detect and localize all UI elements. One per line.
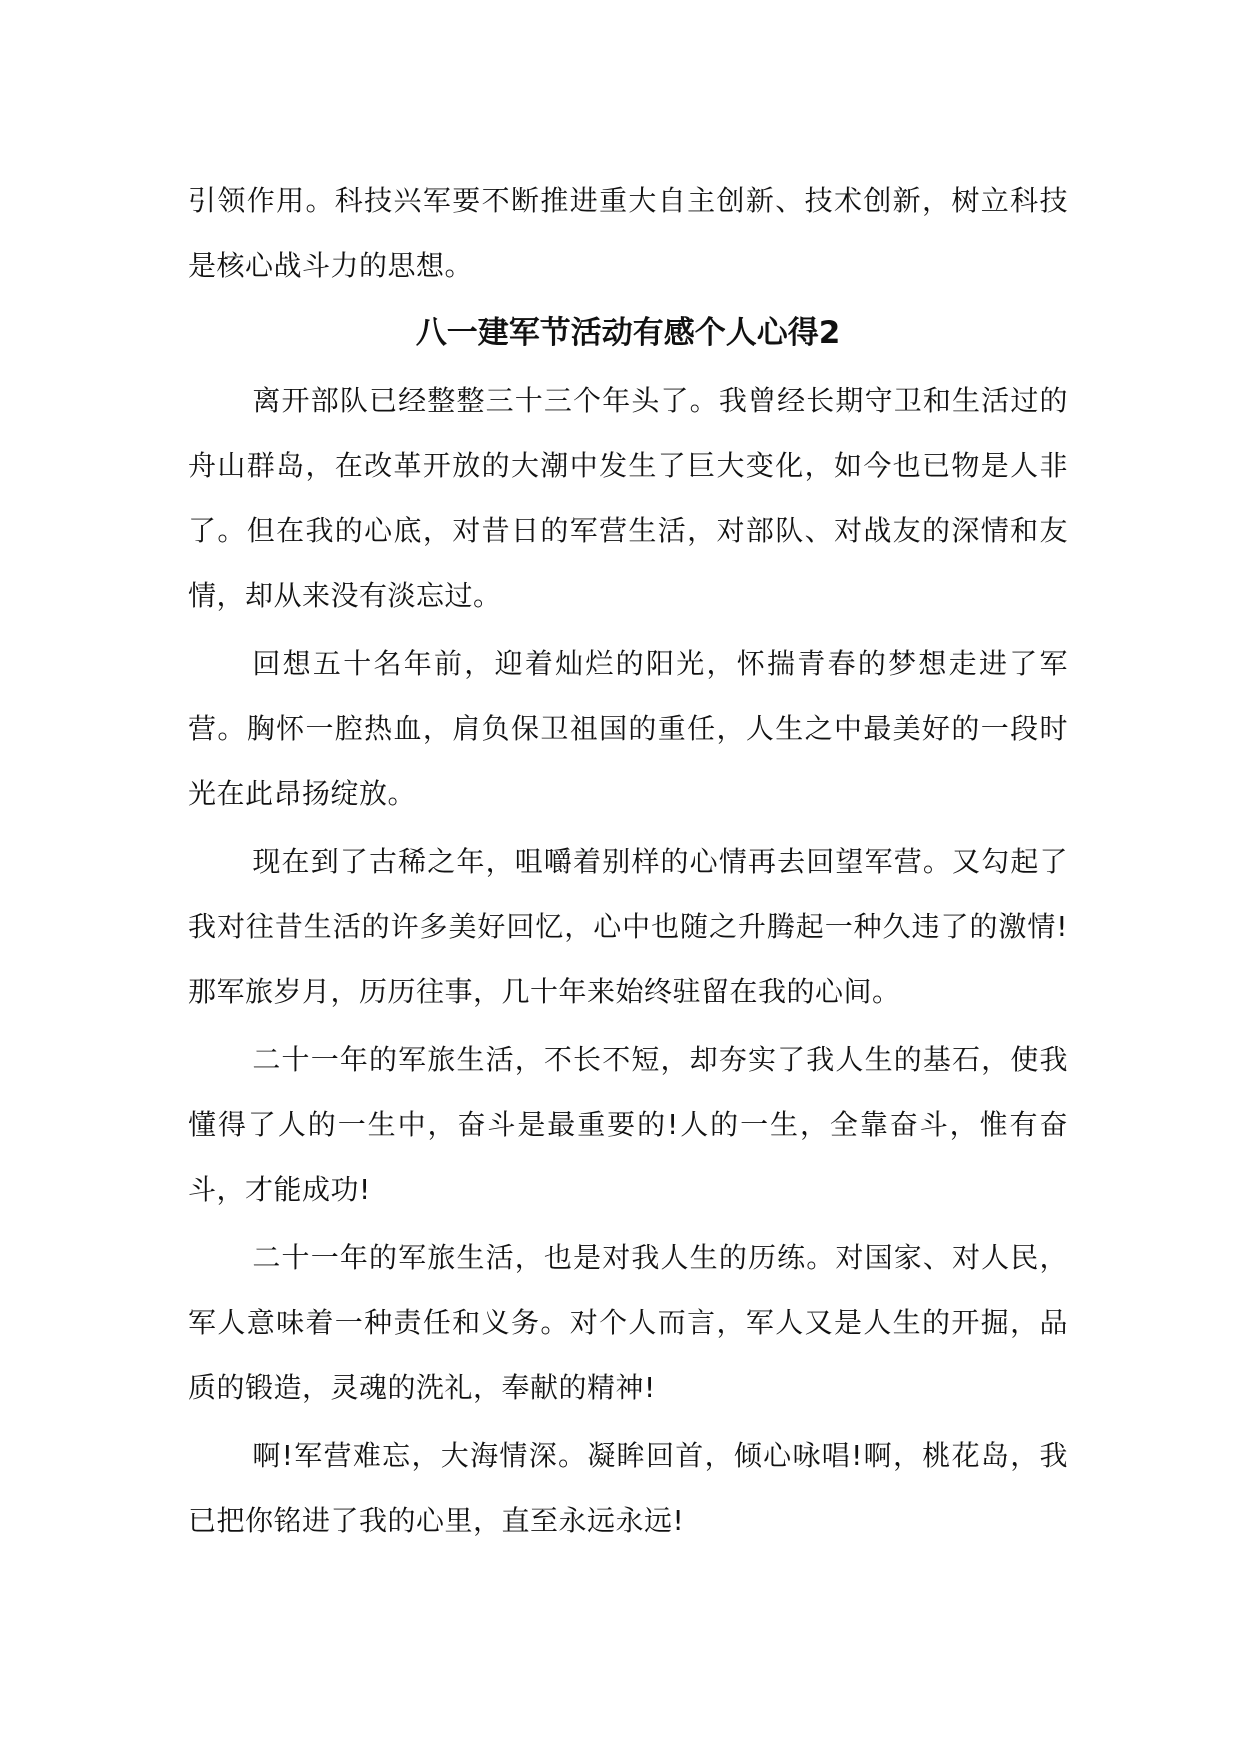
- document-page: [188, 168, 1068, 1556]
- body-paragraph-4: 二十一年的军旅生活，不长不短，却夯实了我人生的基石，使我懂得了人的一生中，奋斗是最重要的!人的一生，全靠奋斗，惟有奋斗，才能成功!: [188, 1043, 1068, 1206]
- body-paragraph-3: 现在到了古稀之年，咀嚼着别样的心情再去回望军营。又勾起了我对往昔生活的许多美好回忆，心中也随之升腾起一种久违了的激情!那军旅岁月，历历往事，几十年来始终驻留在我的心间。: [188, 845, 1068, 1008]
- body-paragraph-2: 回想五十名年前，迎着灿烂的阳光，怀揣青春的梦想走进了军营。胸怀一腔热血，肩负保卫祖国的重任，人生之中最美好的一段时光在此昂扬绽放。: [188, 647, 1068, 810]
- continuation-paragraph: 引领作用。科技兴军要不断推进重大自主创新、技术创新，树立科技是核心战斗力的思想。: [188, 184, 1068, 282]
- body-paragraph-1: 离开部队已经整整三十三个年头了。我曾经长期守卫和生活过的舟山群岛，在改革开放的大潮中发生了巨大变化，如今也已物是人非了。但在我的心底，对昔日的军营生活，对部队、对战友的深情和友情，却从来没有淡忘过。: [188, 384, 1068, 612]
- body-paragraph-6: 啊!军营难忘，大海情深。凝眸回首，倾心咏唱!啊，桃花岛，我已把你铭进了我的心里，直至永远永远!: [188, 1439, 1068, 1537]
- section-title: 八一建军节活动有感个人心得2: [415, 315, 841, 351]
- body-paragraph-5: 二十一年的军旅生活，也是对我人生的历练。对国家、对人民，军人意味着一种责任和义务。对个人而言，军人又是人生的开掘，品质的锻造，灵魂的洗礼，奉献的精神!: [188, 1241, 1068, 1404]
